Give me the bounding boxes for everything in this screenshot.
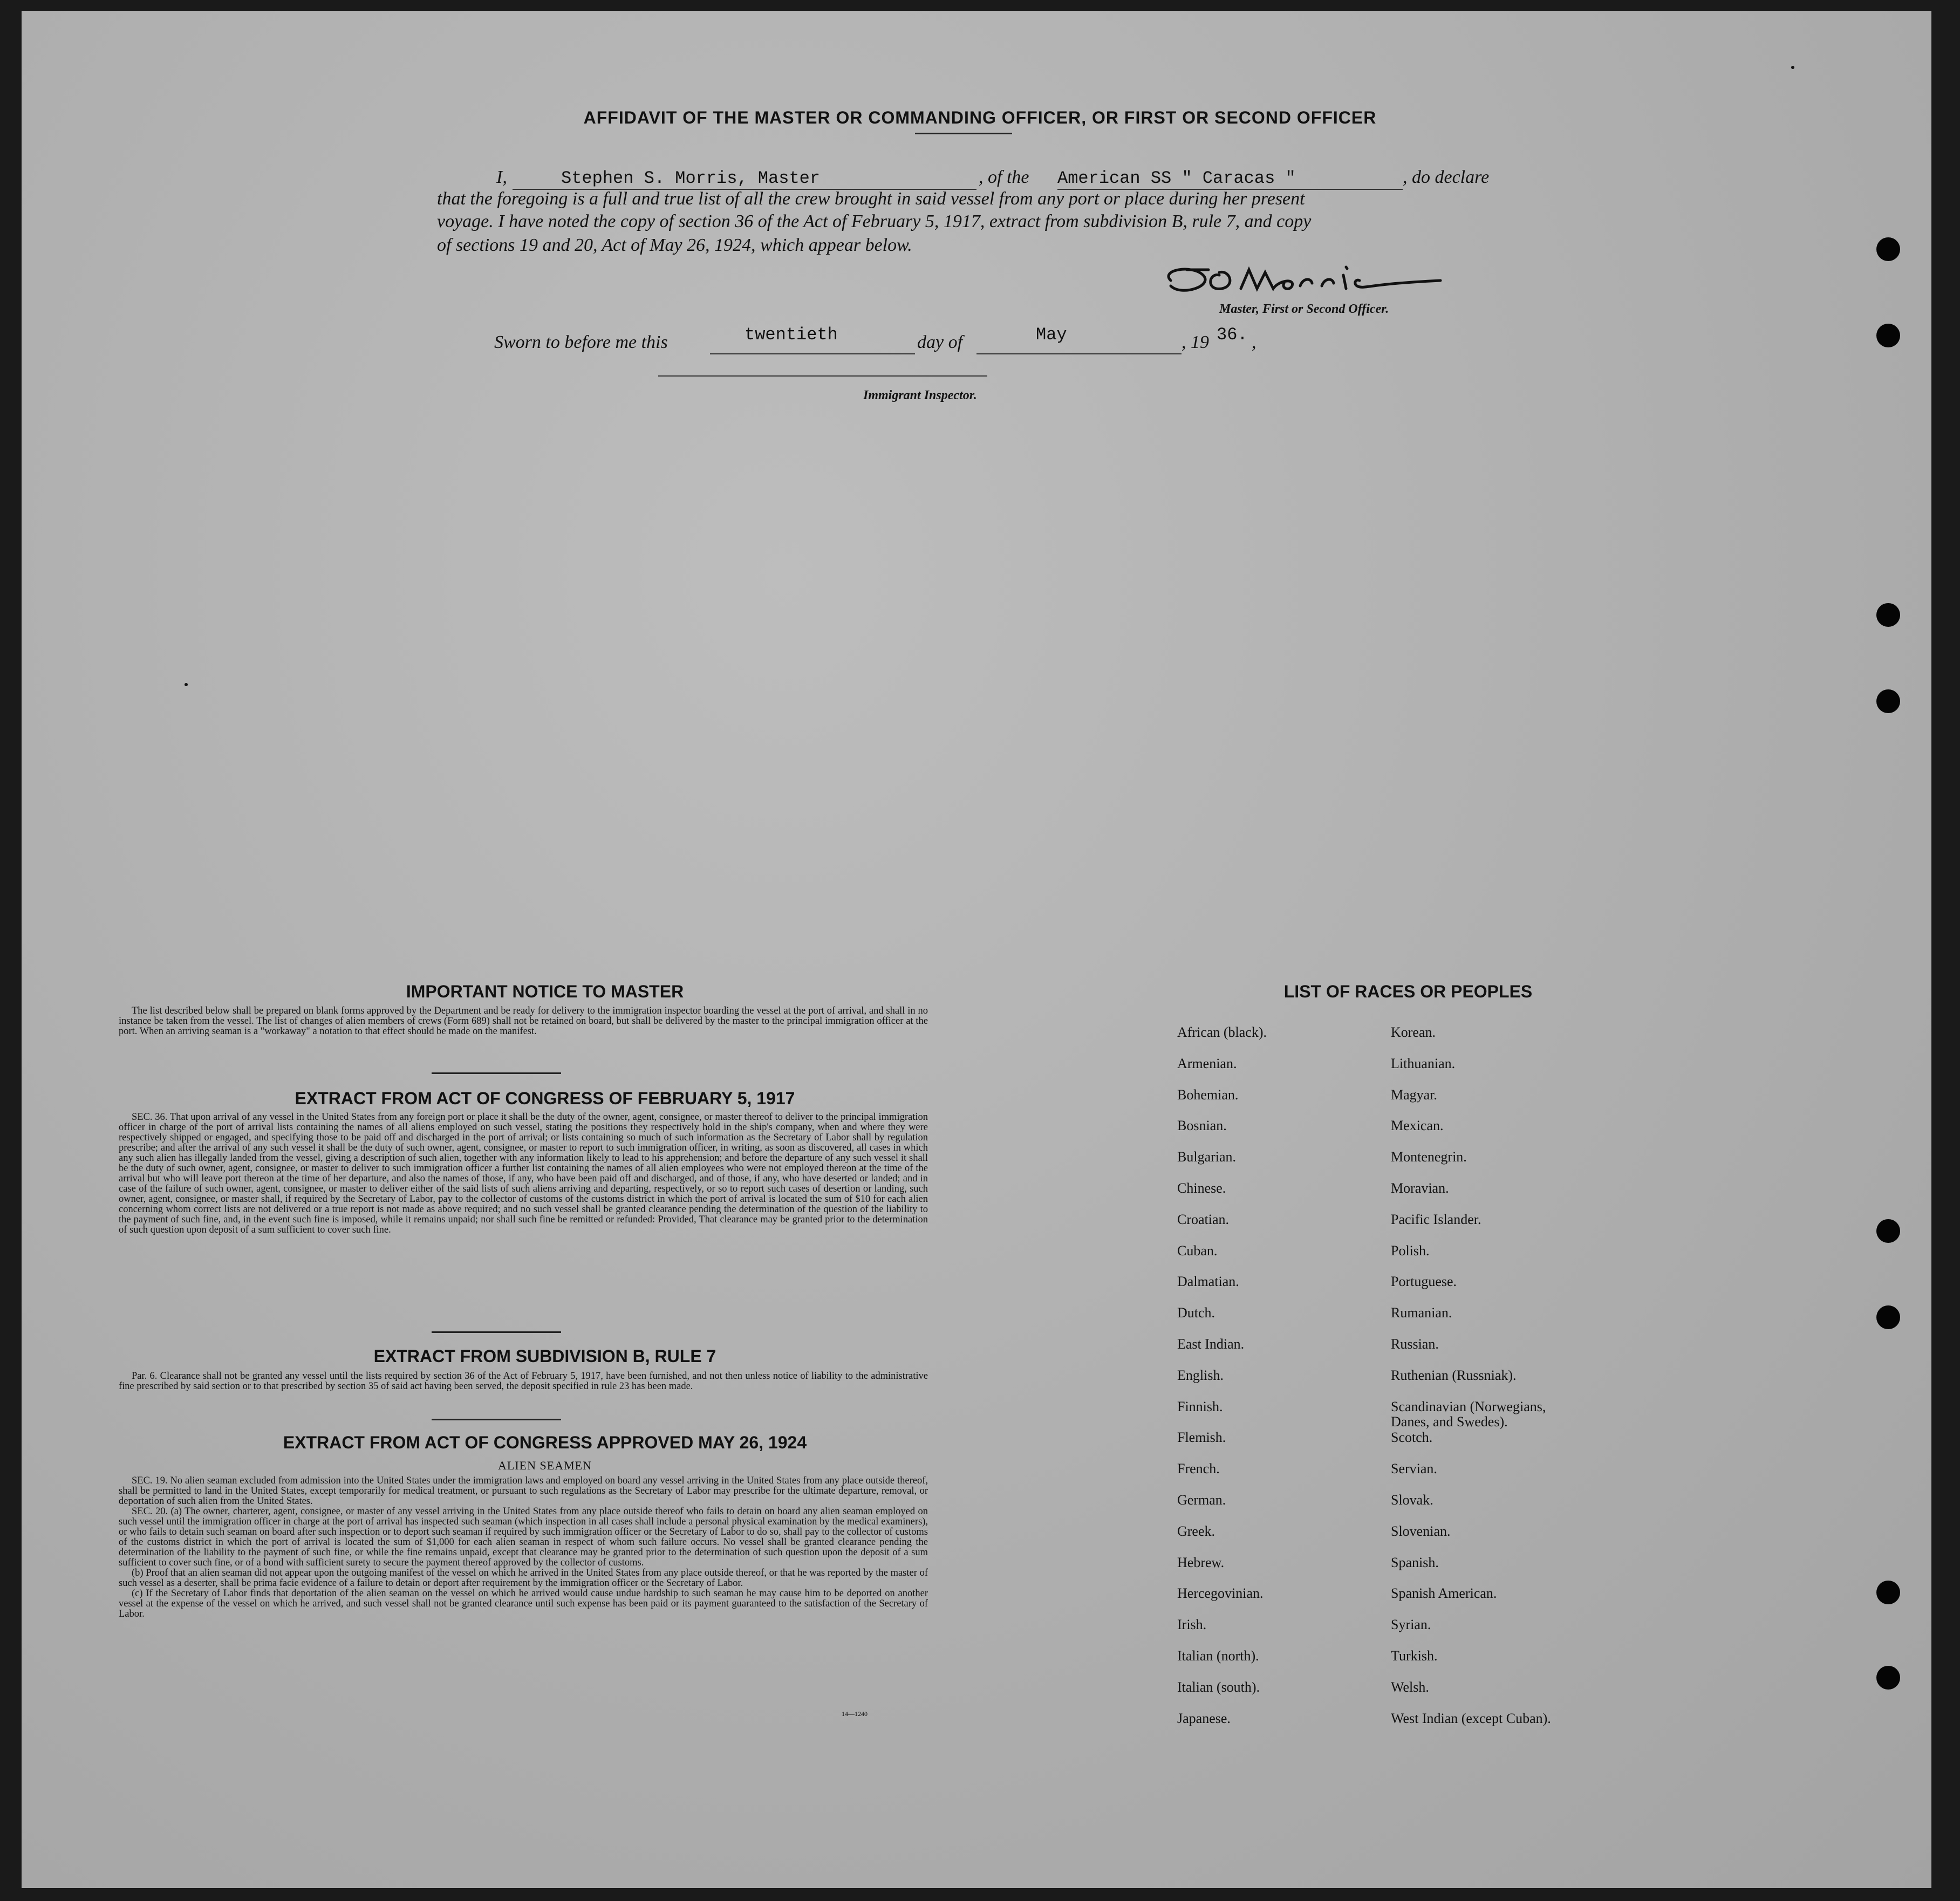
race-item: Montenegrin. [1391,1149,1467,1165]
race-item: English. [1177,1367,1224,1383]
race-item: Pacific Islander. [1391,1211,1481,1227]
year-prefix: , 19 [1182,332,1209,352]
alien-seamen-subheading: ALIEN SEAMEN [498,1459,592,1472]
document-sheet [22,11,1931,1888]
section-20c-paragraph: (c) If the Secretary of Labor finds that deportation of the alien seaman on the vessel on which he arrived would cause undue hardship to such seaman he may cause him to be deported on another vessel at the expense of the vessel on which he arrived, and such vessel shall not be granted clearance until such expense has been paid or its payment guaranteed to the satisfaction of the Secretary of Labor. [119,1588,928,1619]
signature-caption: Master, First or Second Officer. [1219,302,1389,316]
race-item: Flemish. [1177,1430,1226,1446]
race-item: Welsh. [1391,1679,1429,1695]
race-item: Italian (north). [1177,1648,1259,1664]
race-item: Turkish. [1391,1648,1438,1664]
section-20b-paragraph: (b) Proof that an alien seaman did not appear upon the outgoing manifest of the vessel on which he arrived in the United States from any place outside thereof, or that he was reported by the master of such vessel as a deserter, shall be prima facie evidence of a failure to detain or deport after requirement by the immigration officer or the Secretary of Labor. [119,1568,928,1589]
race-item: Polish. [1391,1242,1430,1259]
sworn-month-blank [976,353,1182,354]
race-item: West Indian (except Cuban). [1391,1710,1551,1726]
sworn-year: 36. [1217,325,1248,345]
race-item: Greek. [1177,1523,1215,1539]
notice-paragraph: The list described below shall be prepared on blank forms approved by the Department and be ready for delivery to the immigration inspector boarding the vessel at the port of arrival, and shall in no instance be taken from the vessel. The list of changes of alien members of crews (Form 689) shall not be retained on board, but shall be delivered by the master to the principal immigration officer at the port. When an arriving seaman is a "workaway" a notation to that effect should be made on the manifest. [119,1006,928,1037]
punch-hole [1876,603,1900,627]
year-suffix: , [1252,332,1256,352]
race-item: Dutch. [1177,1305,1215,1321]
declaration-line-2: that the foregoing is a full and true list of all the crew brought in said vessel from any port or place during her present [437,189,1305,209]
notice-heading: IMPORTANT NOTICE TO MASTER [406,982,684,1001]
race-item: Cuban. [1177,1242,1218,1259]
punch-hole [1876,237,1900,261]
race-item: Dalmatian. [1177,1274,1239,1290]
affidavit-title: AFFIDAVIT OF THE MASTER OR COMMANDING OFFICER, OR FIRST OR SECOND OFFICER [583,108,1377,127]
extract-1924-heading: EXTRACT FROM ACT OF CONGRESS APPROVED MAY 26, 1924 [283,1433,807,1452]
race-item: German. [1177,1492,1226,1508]
race-item: African (black). [1177,1024,1267,1040]
inspector-caption: Immigrant Inspector. [863,388,977,402]
race-item: Korean. [1391,1024,1436,1040]
race-item: Croatian. [1177,1211,1230,1227]
sworn-day-blank [710,353,915,354]
notice-text [119,1006,928,1037]
section-divider [432,1331,561,1333]
race-item: Scandinavian (Norwegians, Danes, and Swedes). [1391,1398,1546,1430]
extract-rule7-paragraph: Par. 6. Clearance shall not be granted any vessel until the lists required by section 36 of the Act of February 5, 1917, have been furnished, and not then unless notice of liability to the administrative fine prescribed by said section or to that prescribed by section 35 of said act having been served, the deposit specified in rule 23 has been made. [119,1371,928,1392]
punch-hole [1876,1219,1900,1243]
race-item: Magyar. [1391,1086,1437,1103]
race-item: Bulgarian. [1177,1149,1237,1165]
race-item: Lithuanian. [1391,1055,1456,1071]
race-item: Slovak. [1391,1492,1433,1508]
section-19-paragraph: SEC. 19. No alien seaman excluded from admission into the United States under the immigration laws and employed on board any vessel arriving in the United States from any place outside thereof, shall be permitted to land in the United States, except temporarily for medical treatment, or pursuant to such regulations as the Secretary of Labor may prescribe for the ultimate departure, removal, or deportation of such alien from the United States. [119,1475,928,1507]
extract-rule7-heading: EXTRACT FROM SUBDIVISION B, RULE 7 [373,1346,716,1366]
master-signature [1160,259,1484,307]
race-item: Japanese. [1177,1710,1231,1726]
race-item: Bosnian. [1177,1118,1227,1134]
race-item: Hebrew. [1177,1554,1225,1570]
race-item: Moravian. [1391,1180,1449,1196]
race-item: East Indian. [1177,1336,1245,1352]
race-item: Italian (south). [1177,1679,1260,1695]
inspector-signature-line [658,375,987,377]
race-item: Spanish. [1391,1554,1439,1570]
race-item: Hercegovinian. [1177,1585,1264,1602]
section-divider [432,1419,561,1420]
sworn-day: twentieth [745,325,838,345]
extract-1917-paragraph: SEC. 36. That upon arrival of any vessel in the United States from any foreign port or place it shall be the duty of the owner, agent, consignee, or master thereof to deliver to the principal immigration officer in charge of the port of arrival lists containing the names of all aliens employed on such vessel, stating the positions they respectively hold in the ship's company, when and where they were respectively shipped or engaged, and specifying those to be paid off and discharged in the port of arrival; or lists containing so much of such information as the Secretary of Labor shall by regulation prescribe; and after the arrival of any such vessel it shall be the duty of such owner, agent, consignee, or master to report to such immigration officer, in writing, as soon as discovered, all cases in which any such alien has illegally landed from the vessel, giving a description of such alien, together with any information likely to lead to his apprehension; and before the departure of any such vessel it shall be the duty of such owner, agent, consignee, or master to deliver to such immigration officer a further list containing the names of all alien employees who were not employed thereon at the time of the arrival but who will leave port thereon at the time of her departure, and also the names of those, if any, who have been paid off and discharged, and of those, if any, who have deserted or landed; and in case of the failure of such owner, agent, consignee, or master to deliver either of the said lists of such aliens arriving and departing, respectively, or so to report such cases of desertion or landing, such owner, agent, consignee, or master shall, if required by the Secretary of Labor, pay to the collector of customs of the customs district in which the port of arrival is located the sum of $10 for each alien concerning whom correct lists are not delivered or a true report is not made as above required; and no such vessel shall be granted clearance pending the determination of the question of the liability to the payment of such fine, and, in the event such fine is imposed, while it remains unpaid; nor shall such fine be remitted or refunded: Provided, That clearance may be granted prior to the determination of such question upon deposit of a sum sufficient to cover such fine. [119,1112,928,1235]
extract-1924-text [119,1476,928,1619]
officer-name: Stephen S. Morris, Master [561,168,821,188]
of-the-label: , of the [979,167,1029,187]
declaration-line-4: of sections 19 and 20, Act of May 26, 1924, which appear below. [437,235,912,255]
vessel-name: American SS " Caracas " [1057,168,1296,188]
declaration-line-3: voyage. I have noted the copy of section 36 of the Act of February 5, 1917, extract from subdivision B, rule 7, and copy [437,211,1312,231]
race-item: Scotch. [1391,1430,1433,1446]
form-number: 14—1240 [842,1710,868,1718]
race-item: Mexican. [1391,1118,1444,1134]
race-item: Portuguese. [1391,1274,1457,1290]
race-item: Servian. [1391,1461,1437,1477]
race-item: Syrian. [1391,1617,1431,1633]
ink-speck [1791,66,1794,69]
day-of-label: day of [917,332,963,352]
do-declare-label: , do declare [1403,167,1490,187]
extract-rule7-text [119,1371,928,1392]
section-20a-paragraph: SEC. 20. (a) The owner, charterer, agent, consignee, or master of any vessel arriving in the United States from any place outside thereof who fails to detain on board any alien seaman employed on such vessel until the immigration officer in charge at the port of arrival has inspected such seaman (which inspection in all cases shall include a personal physical examination by the medical examiners), or who fails to detain such seaman on board after such inspection or to deport such seaman if required by such immigration officer or the Secretary of Labor to do so, shall pay to the collector of customs of the customs district in which the port of arrival is located the sum of $1,000 for each alien seaman in respect of whom such failure occurs. No vessel shall be granted clearance pending the determination of the liability to the payment of such fine, or while the fine remains unpaid, except that clearance may be granted prior to the determination of such question upon the deposit of a sum sufficient to cover such fine, or of a bond with sufficient surety to secure the payment thereof approved by the collector of customs. [119,1506,928,1568]
sworn-prefix: Sworn to before me this [494,332,668,352]
declaration-prefix: I, [496,167,507,187]
ink-speck [185,683,188,686]
punch-hole [1876,1666,1900,1690]
punch-hole [1876,1581,1900,1604]
race-item: Rumanian. [1391,1305,1452,1321]
race-item: Bohemian. [1177,1086,1239,1103]
section-divider [432,1072,561,1074]
race-item: Armenian. [1177,1055,1237,1071]
race-item: Finnish. [1177,1398,1223,1414]
race-item: Irish. [1177,1617,1207,1633]
race-item: Chinese. [1177,1180,1226,1196]
punch-hole [1876,324,1900,347]
punch-hole [1876,689,1900,713]
races-title: LIST OF RACES OR PEOPLES [1283,982,1533,1001]
punch-hole [1876,1305,1900,1329]
extract-1917-heading: EXTRACT FROM ACT OF CONGRESS OF FEBRUARY 5, 1917 [295,1089,795,1108]
race-item: Slovenian. [1391,1523,1451,1539]
race-item: Russian. [1391,1336,1439,1352]
race-item: Ruthenian (Russniak). [1391,1367,1517,1383]
race-item: French. [1177,1461,1220,1477]
extract-1917-text [119,1112,928,1235]
title-underline [915,133,1012,134]
sworn-month: May [1036,325,1067,345]
race-item: Spanish American. [1391,1585,1497,1602]
